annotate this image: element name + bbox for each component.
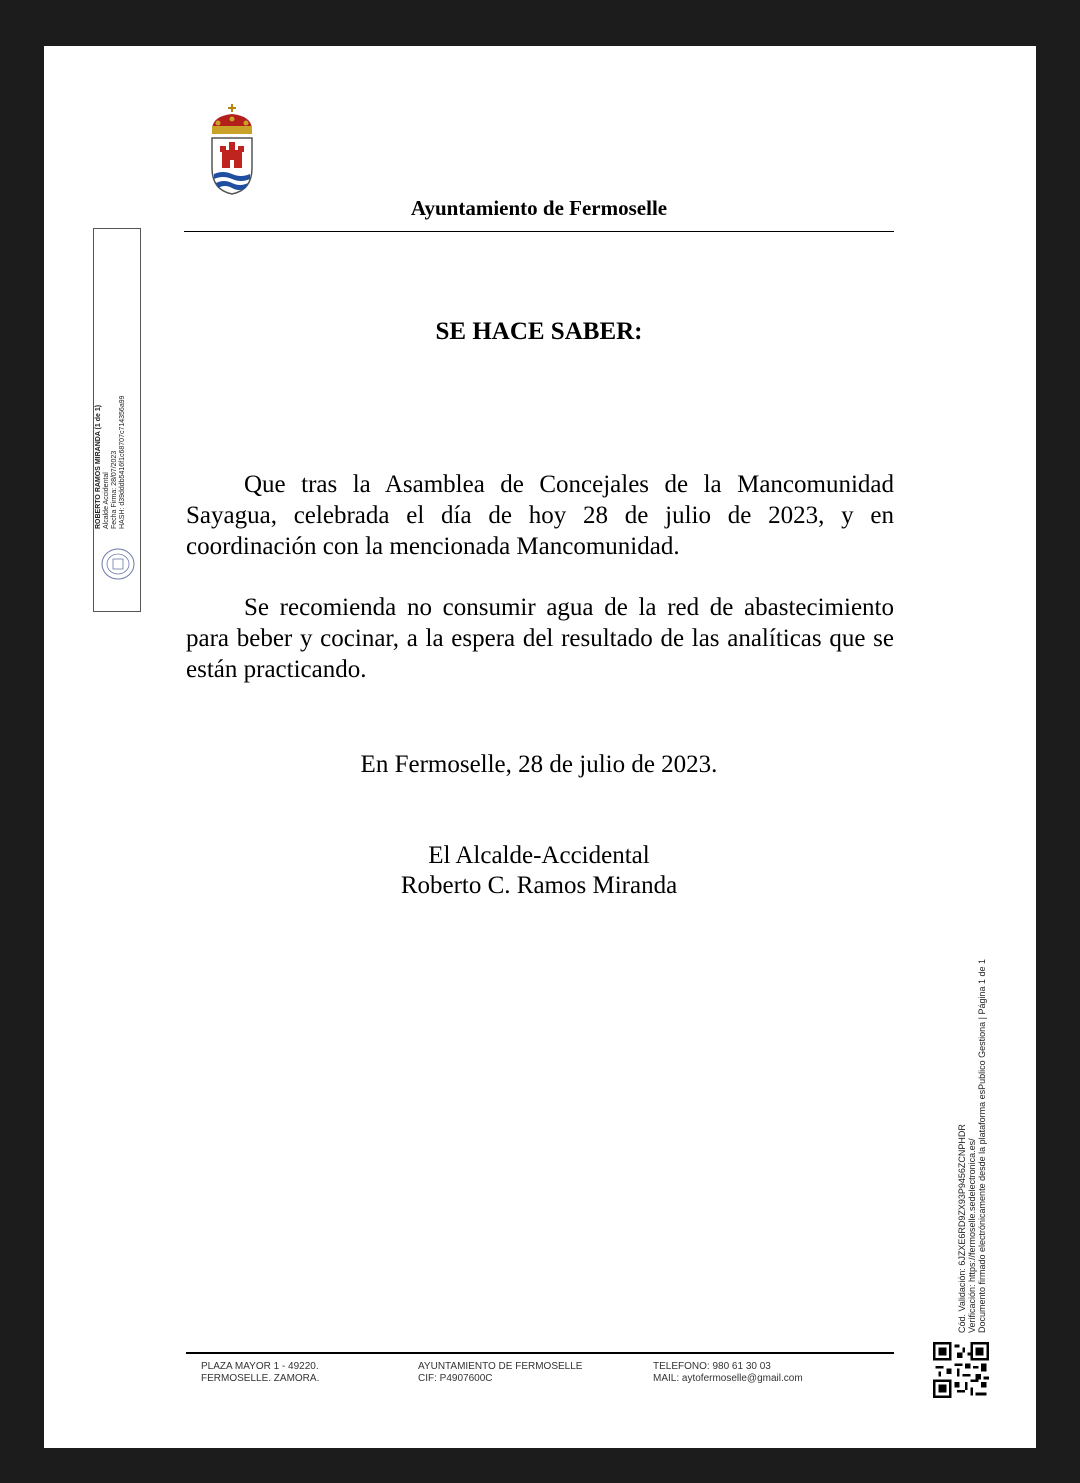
signer-name: Roberto C. Ramos Miranda	[400, 872, 678, 899]
official-seal-icon	[100, 547, 136, 581]
notice-title: SE HACE SABER:	[435, 318, 643, 345]
signature-hash-line: HASH: d39dddb5416f1c68707c714356a99	[119, 395, 126, 529]
footer-address-line-1: PLAZA MAYOR 1 - 49220.	[201, 1361, 319, 1372]
signature-date-line: Fecha Firma: 28/07/2023	[111, 450, 118, 529]
signer-role: El Alcalde-Accidental	[428, 842, 650, 869]
footer-address-line-2: FERMOSELLE. ZAMORA.	[201, 1373, 320, 1384]
coat-of-arms-icon	[206, 104, 258, 200]
notice-paragraph-1: Que tras la Asamblea de Concejales de la Mancomunidad Sayagua, celebrada el día de hoy 28 de julio de 2023, y en coordinación con la mencionada Mancomunidad.	[186, 471, 894, 560]
verification-block	[957, 959, 987, 1333]
footer-contact	[653, 1361, 803, 1385]
footer-org-name: AYUNTAMIENTO DE FERMOSELLE	[418, 1361, 583, 1372]
signer-line: ROBERTO RAMOS MIRANDA (1 de 1)	[95, 404, 102, 529]
footer-organization	[418, 1361, 582, 1385]
footer-phone: TELEFONO: 980 61 30 03	[653, 1361, 771, 1372]
validation-code: Cód. Validación: 6JZXE6RD9ZX93P9456ZCNPHDR	[957, 1124, 967, 1333]
qr-code-icon	[933, 1342, 989, 1398]
signed-platform-note: Documento firmado electrónicamente desde la plataforma esPublico Gestiona | Página 1 de 1	[977, 958, 987, 1333]
organization-name: Ayuntamiento de Fermoselle	[410, 196, 668, 220]
footer-cif: CIF: P4907600C	[418, 1373, 493, 1384]
verification-url: Verificación: https://fermoselle.sedelectronica.es/	[967, 1138, 977, 1333]
signature-details	[95, 395, 127, 529]
place-date: En Fermoselle, 28 de julio de 2023.	[360, 751, 718, 778]
document-page	[44, 46, 1036, 1448]
header-divider	[184, 231, 894, 232]
signer-role-line: Alcalde Accidental	[103, 472, 110, 529]
footer-address	[201, 1361, 319, 1385]
footer-email: MAIL: aytofermoselle@gmail.com	[653, 1373, 803, 1384]
signature-stamp	[93, 228, 141, 612]
notice-paragraph-2: Se recomienda no consumir agua de la red de abastecimiento para beber y cocinar, a la espera del resultado de las analíticas que se están practicando.	[186, 594, 894, 683]
footer-divider	[186, 1352, 894, 1354]
